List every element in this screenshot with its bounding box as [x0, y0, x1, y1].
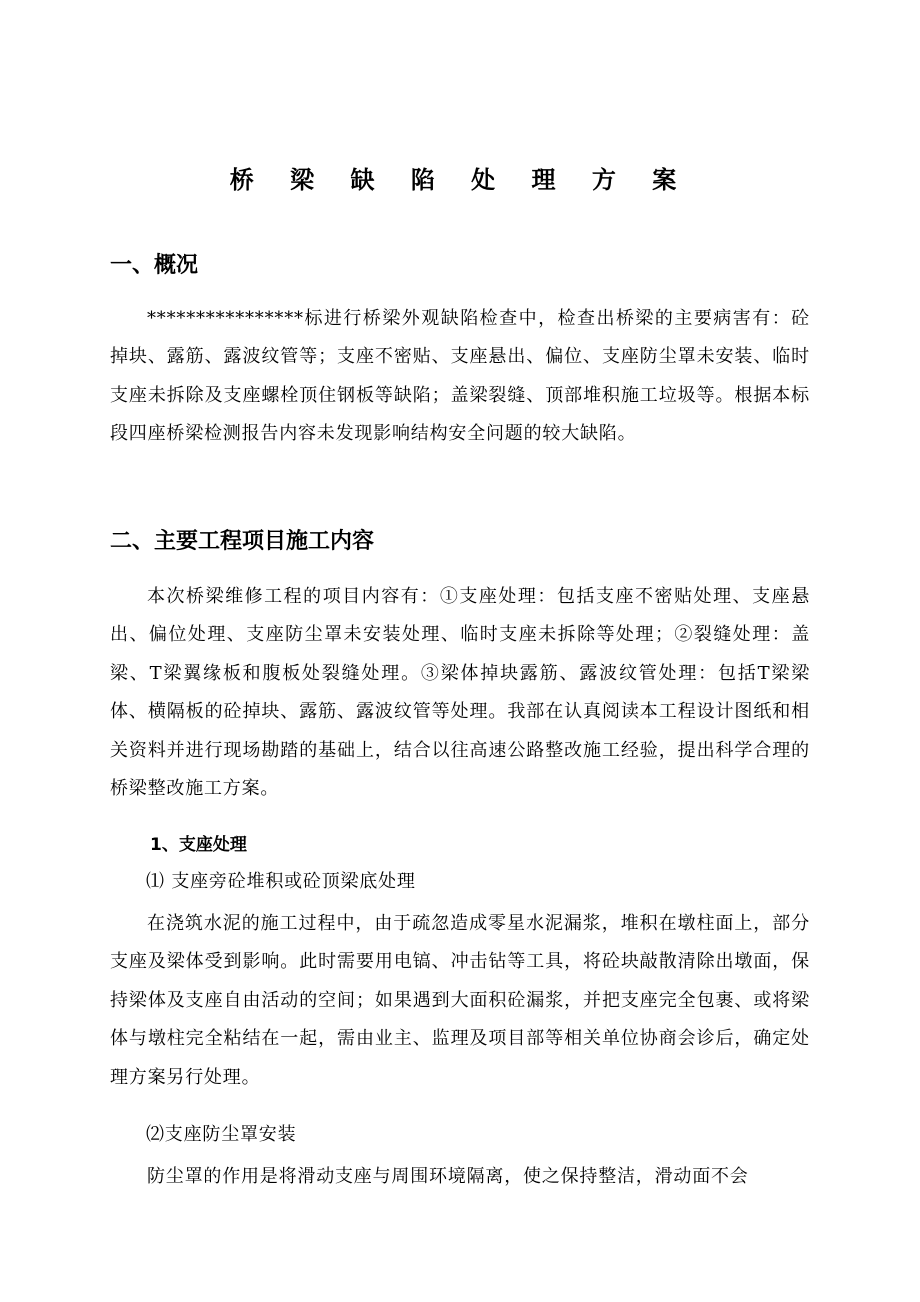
item-paragraph-dust-cover: 防尘罩的作用是将滑动支座与周围环境隔离，使之保持整洁，滑动面不会 — [147, 1166, 749, 1187]
document-title: 桥 梁 缺 陷 处 理 方 案 — [229, 166, 691, 194]
section-heading-overview: 一、概况 — [110, 253, 199, 278]
section-paragraph-overview: ****************标进行桥梁外观缺陷检查中，检查出桥梁的主要病害有：砼掉块、露筋、露波纹管等；支座不密贴、支座悬出、偏位、支座防尘罩未安装、临时支座未拆除及支座螺栓顶住钢板等缺陷；盖梁裂缝、顶部堆积施工垃圾等。根据本标段四座桥梁检测报告内容未发现影响结构安全问题的较大缺陷。 — [110, 308, 810, 445]
item-heading-dust-cover: ⑵支座防尘罩安装 — [146, 1124, 297, 1145]
section-heading-main-works: 二、主要工程项目施工内容 — [110, 529, 375, 554]
subsection-heading-bearing: 1、支座处理 — [150, 835, 247, 855]
section-paragraph-main-works: 本次桥梁维修工程的项目内容有：①支座处理：包括支座不密贴处理、支座悬出、偏位处理、支座防尘罩未安装处理、临时支座未拆除等处理；②裂缝处理：盖梁、T梁翼缘板和腹板处裂缝处理。③梁体掉块露筋、露波纹管处理：包括T梁梁体、横隔板的砼掉块、露筋、露波纹管等处理。我部在认真阅读本工程设计图纸和相关资料并进行现场勘踏的基础上，结合以往高速公路整改施工经验，提出科学合理的桥梁整改施工方案。 — [110, 586, 810, 800]
item-paragraph-concrete-accumulation: 在浇筑水泥的施工过程中，由于疏忽造成零星水泥漏浆，堆积在墩柱面上，部分支座及梁体受到影响。此时需要用电镐、冲击钻等工具，将砼块敲散清除出墩面，保持梁体及支座自由活动的空间；如果遇到大面积砼漏浆，并把支座完全包裹、或将梁体与墩柱完全粘结在一起，需由业主、监理及项目部等相关单位协商会诊后，确定处理方案另行处理。 — [110, 913, 810, 1088]
item-heading-concrete-accumulation: ⑴ 支座旁砼堆积或砼顶梁底处理 — [146, 871, 416, 892]
